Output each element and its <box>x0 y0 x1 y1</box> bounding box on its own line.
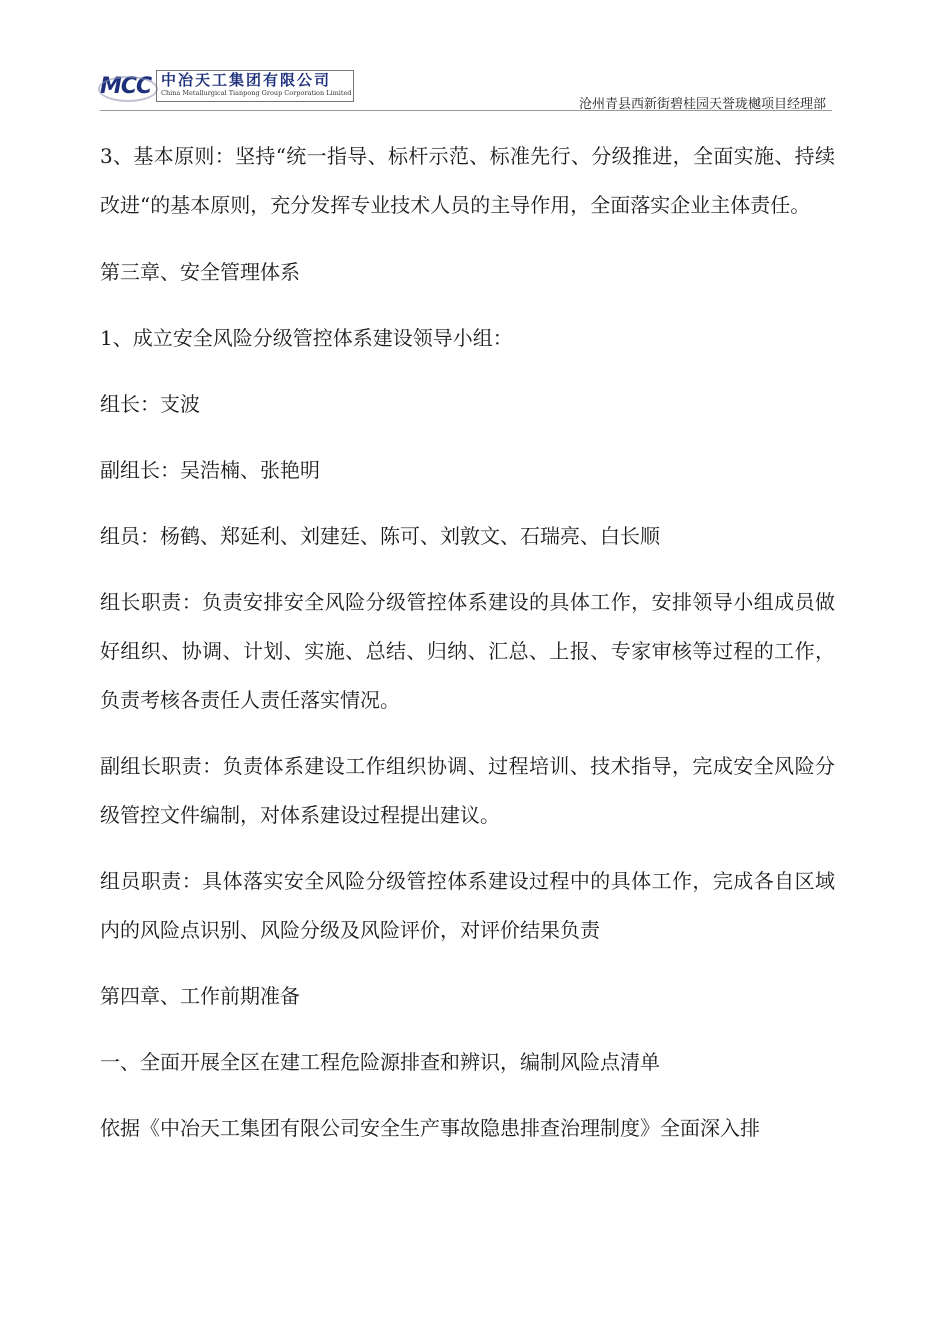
paragraph-member-duties: 组员职责：具体落实安全风险分级管控体系建设过程中的具体工作，完成各自区域内的风险点识别、风险分级及风险评价，对评价结果负责 <box>100 869 835 942</box>
company-name-box <box>156 70 354 102</box>
company-name-en: China Metallurgical Tianpong Group Corporation Limited <box>161 89 352 97</box>
paragraph-deputy-leaders: 副组长：吴浩楠、张艳明 <box>100 458 320 482</box>
document-body <box>100 132 835 1153</box>
chapter-4-heading: 第四章、工作前期准备 <box>100 984 300 1008</box>
paragraph-leader-duties: 组长职责：负责安排安全风险分级管控体系建设的具体工作，安排领导小组成员做好组织、协调、计划、实施、总结、归纳、汇总、上报、专家审核等过程的工作，负责考核各责任人责任落实情况。 <box>100 590 835 712</box>
project-department: 沧州青县西新街碧桂园天誉珑樾项目经理部 <box>578 97 826 112</box>
paragraph-group-leader: 组长：支波 <box>100 392 200 416</box>
paragraph-basic-principle: 3、基本原则：坚持“统一指导、标杆示范、标准先行、分级推进，全面实施、持续改进“的基本原则，充分发挥专业技术人员的主导作用，全面落实企业主体责任。 <box>100 144 835 217</box>
paragraph-according-to: 依据《中冶天工集团有限公司安全生产事故隐患排查治理制度》全面深入排 <box>100 1116 760 1140</box>
paragraph-deputy-duties: 副组长职责：负责体系建设工作组织协调、过程培训、技术指导，完成安全风险分级管控文件编制，对体系建设过程提出建议。 <box>100 754 835 827</box>
chapter-3-heading: 第三章、安全管理体系 <box>100 260 300 284</box>
paragraph-group-members: 组员：杨鹤、郑延利、刘建廷、陈可、刘敦文、石瑞亮、白长顺 <box>100 524 660 548</box>
company-logo <box>100 68 356 104</box>
page-header <box>100 66 832 111</box>
section-1-heading: 一、全面开展全区在建工程危险源排查和辨识，编制风险点清单 <box>100 1050 660 1074</box>
mcc-logo-mark: MCC <box>100 74 154 100</box>
paragraph-leading-group: 1、成立安全风险分级管控体系建设领导小组： <box>100 326 513 350</box>
company-name-cn: 中冶天工集团有限公司 <box>161 71 332 89</box>
